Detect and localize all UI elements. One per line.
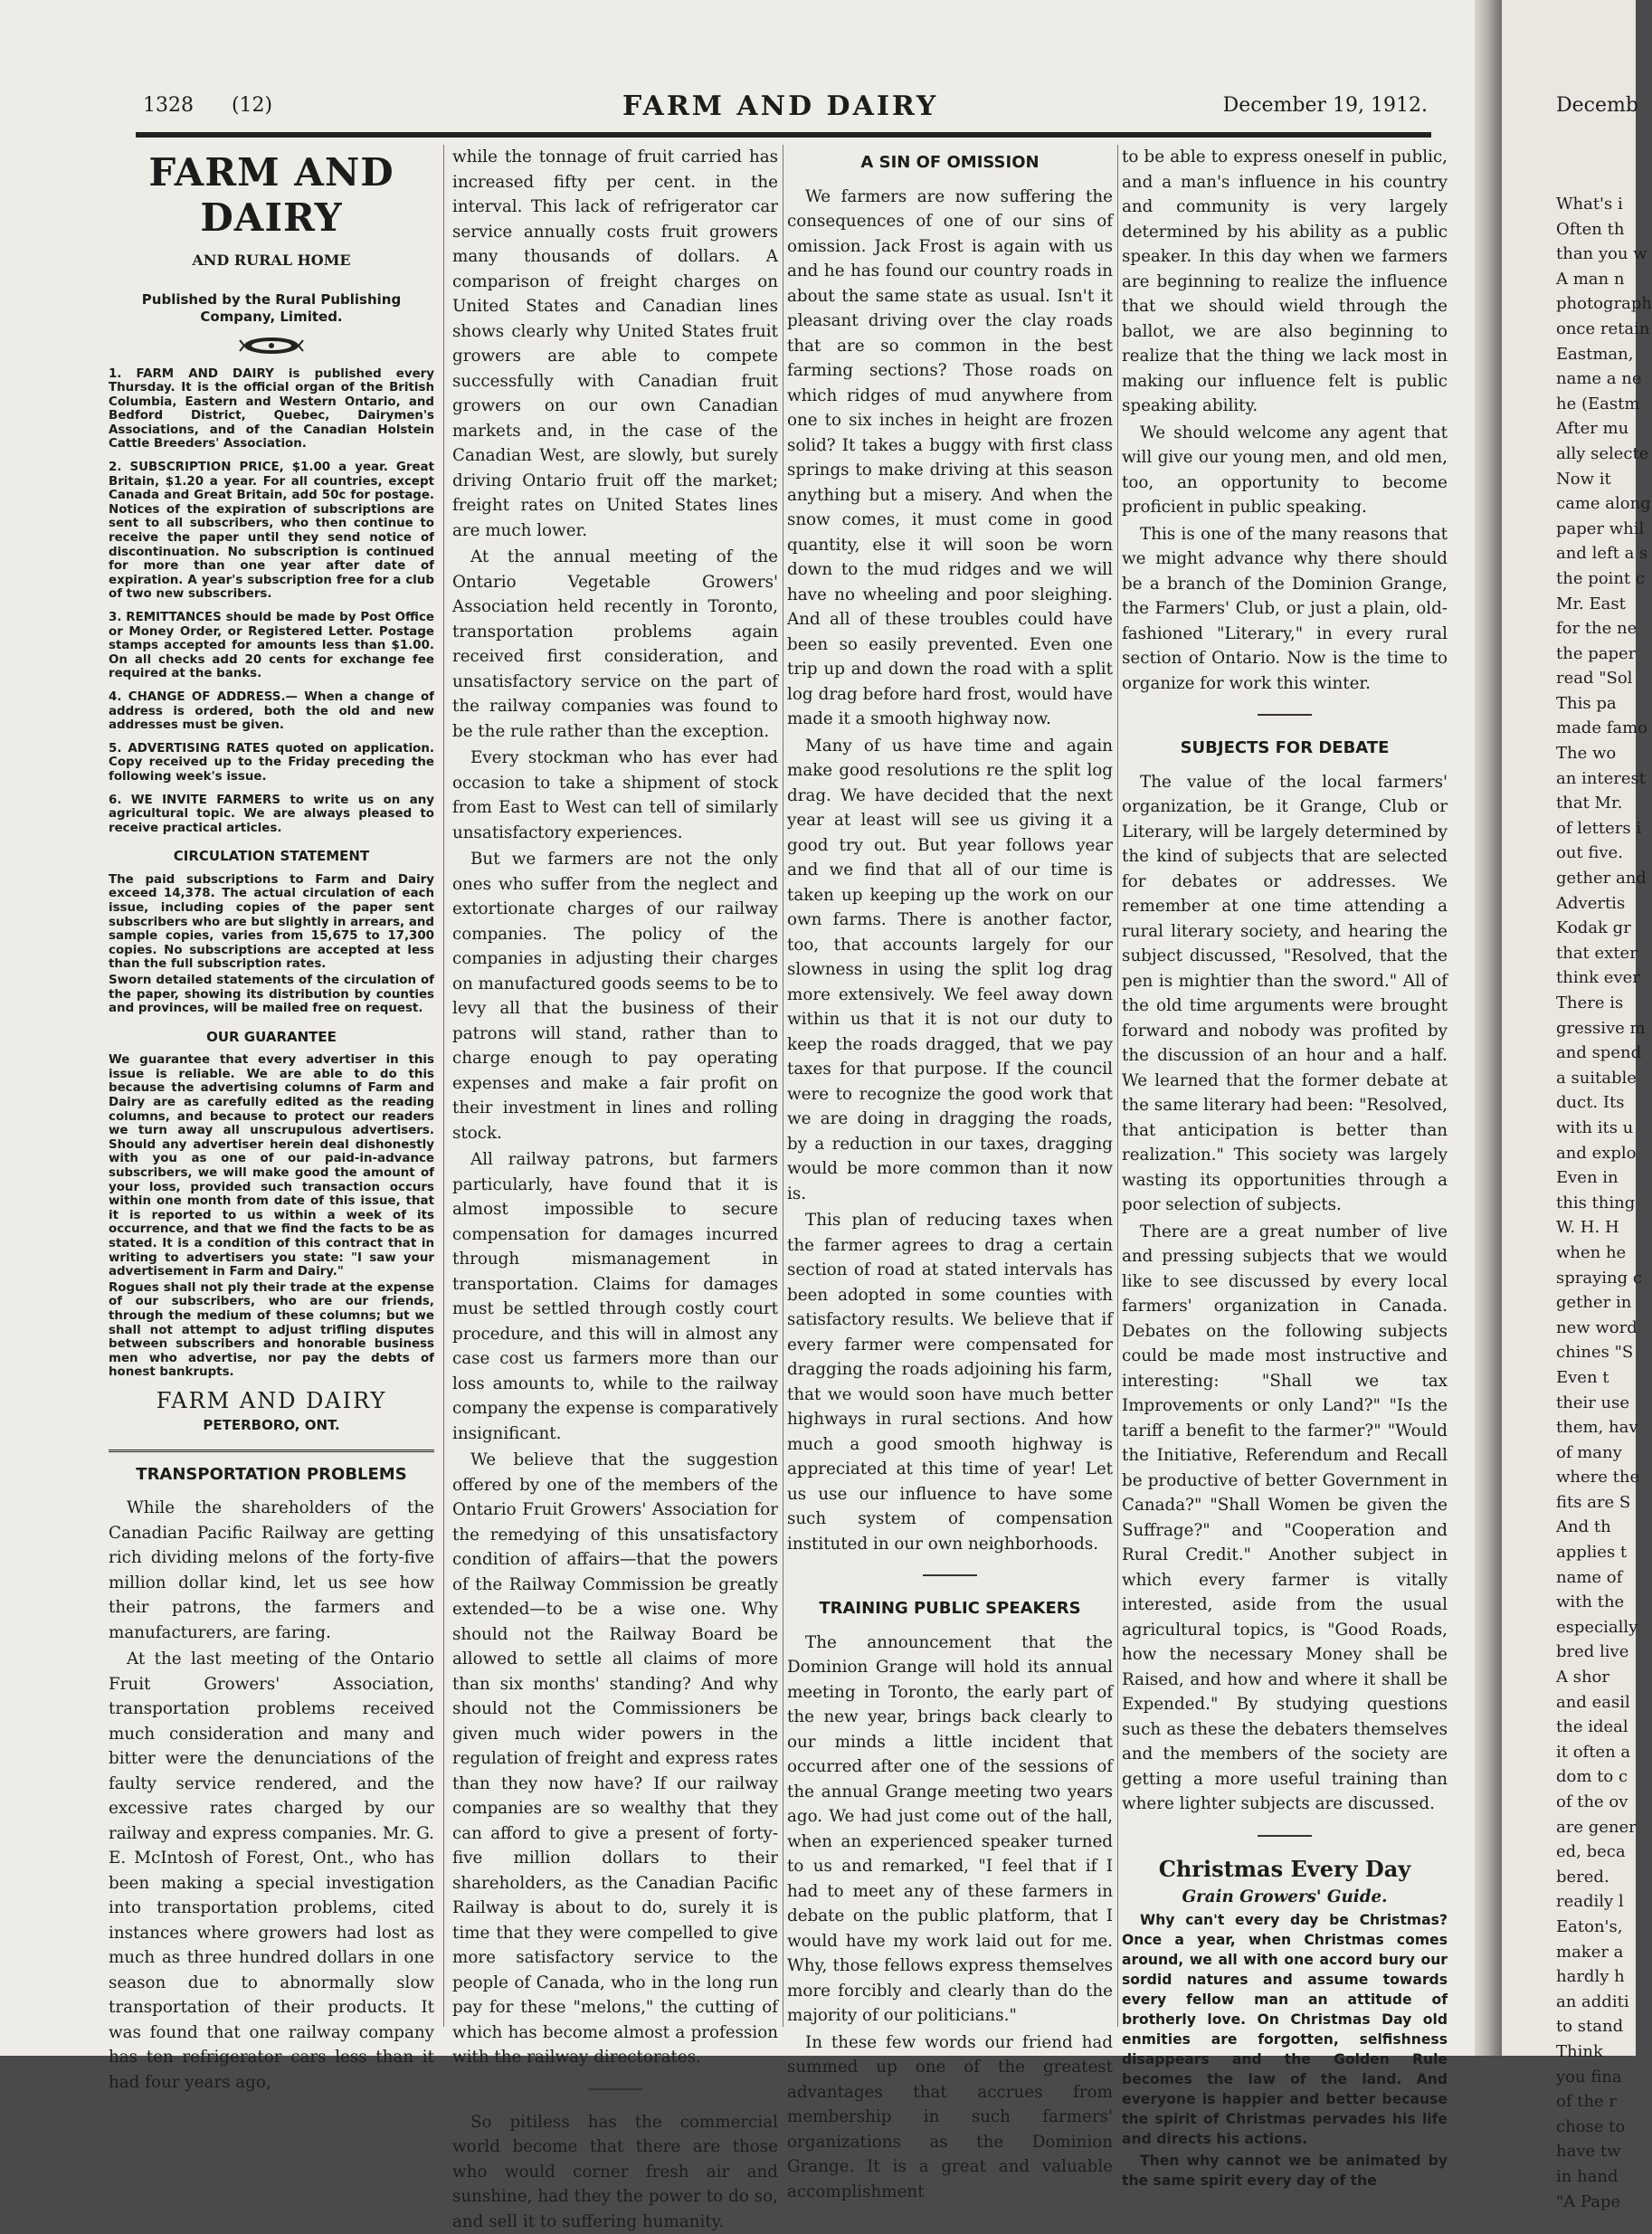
- adjacent-page-line: an interest: [1556, 766, 1638, 792]
- adjacent-page-line: Eaton's,: [1556, 1915, 1638, 1940]
- adjacent-page-line: readily l: [1556, 1889, 1638, 1915]
- article-paragraph: There are a great number of live and pressing subjects that we would like to see discussed by every local farmers' organization in Canada. Debates on the following subjects could be made most instructive and interesting: "Shall we tax Improvements or only Land?" "Is the tariff a benefit to the farmer?" "Would the Initiative, Referendum and Recall be productive of better Government in Canada?" "Shall Women be given the Suffrage?" and "Cooperation and Rural Credit." Another subject in which every farmer is vitally interested, aside from the usual agricultural topics, is "Good Roads, how the necessary Money shall be Raised, and how and where it shall be Expended." By studying questions such as these the debaters themselves and the members of the society are getting a more useful training than where lighter subjects are discussed.: [1122, 1220, 1448, 1817]
- separator: [109, 1450, 434, 1455]
- adjacent-page-line: the ideal: [1556, 1715, 1638, 1740]
- adjacent-page-line: hardly h: [1556, 1964, 1638, 1990]
- article-title: Christmas Every Day: [1122, 1857, 1448, 1882]
- adjacent-page-line: bered.: [1556, 1865, 1638, 1890]
- adjacent-page-line: A shor: [1556, 1665, 1638, 1690]
- masthead-footer-title: FARM AND DAIRY: [109, 1389, 434, 1414]
- adjacent-page-line: After mu: [1556, 416, 1638, 442]
- adjacent-page-line: and explo: [1556, 1141, 1638, 1166]
- adjacent-page-line: especially: [1556, 1615, 1638, 1640]
- adjacent-page-line: to stand: [1556, 2014, 1638, 2039]
- adjacent-page-line: gether in: [1556, 1290, 1638, 1316]
- adjacent-page-line: it often a: [1556, 1740, 1638, 1765]
- adjacent-page-line: "A Pape: [1556, 2190, 1638, 2215]
- article-paragraph: while the tonnage of fruit carried has increased fifty per cent. in the interval. This lack of refrigerator car service annually costs fruit growers many thousands of dollars. A comparison of freight charges on United States and Canadian lines shows clearly why United States fruit growers are able to compete successfully with Canadian fruit growers on our own Canadian markets and, in the case of the Canadian West, are slowly, but surely driving Ontario fruit off the market; freight rates on United States lines are much lower.: [452, 145, 778, 543]
- column-3: [787, 145, 1113, 2054]
- short-divider: [1258, 1835, 1312, 1837]
- adjacent-page-line: out five.: [1556, 841, 1638, 866]
- adjacent-page-line: chose to: [1556, 2115, 1638, 2140]
- adjacent-page-line: name of: [1556, 1565, 1638, 1591]
- adjacent-page-line: for the ne: [1556, 616, 1638, 642]
- adjacent-page-line: and left a s: [1556, 541, 1638, 566]
- column-4: [1122, 145, 1448, 2054]
- adjacent-page-line: What's i: [1556, 192, 1638, 217]
- article-title: TRANSPORTATION PROBLEMS: [109, 1462, 434, 1488]
- adjacent-page-line: in hand: [1556, 2164, 1638, 2190]
- adjacent-page-line: he (Eastm: [1556, 392, 1638, 417]
- adjacent-page-line: This pa: [1556, 691, 1638, 717]
- article-paragraph: to be able to express oneself in public, and a man's influence in his country and community is very largely determined by his ability as a public speaker. In this day when we farmers are beginning to realize the influence that we should wield through the ballot, we are also beginning to realize that the thing we lack most in making our influence felt is public speaking ability.: [1122, 145, 1448, 419]
- article-title: TRAINING PUBLIC SPEAKERS: [787, 1596, 1113, 1621]
- adjacent-page-line: and easil: [1556, 1690, 1638, 1716]
- adjacent-page-line: name a ne: [1556, 366, 1638, 392]
- article-title: SUBJECTS FOR DEBATE: [1122, 736, 1448, 761]
- adjacent-page-line: Eastman,: [1556, 342, 1638, 367]
- adjacent-page-line: dom to c: [1556, 1764, 1638, 1790]
- article-paragraph: Then why cannot we be animated by the same spirit every day of the: [1122, 2151, 1448, 2191]
- guarantee-text: We guarantee that every advertiser in this issue is reliable. We are able to do this because the advertising columns of Farm and Dairy are as carefully edited as the reading columns, and because to protect our readers we turn away all unscrupulous advertisers. Should any advertiser herein deal dishonestly with you as one of our paid-in-advance subscribers, we will make good the amount of your loss, provided such transaction occurs within one month from date of this issue, that it is reported to us within a week of its occurrence, and that we find the facts to be as stated. It is a condition of this contract that in writing to advertisers you state: "I saw your advertisement in Farm and Dairy.": [109, 1053, 434, 1279]
- article-paragraph: This is one of the many reasons that we might advance why there should be a branch of the Dominion Grange, the Farmers' Club, or just a plain, old-fashioned "Literary," in every rural section of Ontario. Now is the time to organize for work this winter.: [1122, 522, 1448, 697]
- adjacent-page-line: them, hav: [1556, 1415, 1638, 1440]
- adjacent-page-header: Decemb: [1556, 94, 1638, 117]
- article-paragraph: At the annual meeting of the Ontario Vegetable Growers' Association held recently in Toronto, transportation problems again received first consideration, and unsatisfactory service on the part of the railway companies was found to be the rule rather than the exception.: [452, 545, 778, 744]
- guarantee-text-2: Rogues shall not ply their trade at the expense of our subscribers, who are our friends, through the medium of these columns; but we shall not attempt to adjust trifling disputes between subscribers and honorable business men who advertise, nor pay the debts of honest bankrupts.: [109, 1281, 434, 1380]
- adjacent-page-line: their use: [1556, 1391, 1638, 1416]
- adjacent-page-line: applies t: [1556, 1540, 1638, 1565]
- masthead-title: FARM AND DAIRY: [109, 150, 434, 241]
- masthead-city: PETERBORO, ONT.: [109, 1413, 434, 1439]
- adjacent-page-line: There is: [1556, 991, 1638, 1016]
- notice-item: 5. ADVERTISING RATES quoted on application. Copy received up to the Friday preceding the following week's issue.: [109, 742, 434, 784]
- adjacent-page-line: bred live: [1556, 1640, 1638, 1665]
- adjacent-page-line: once retain: [1556, 317, 1638, 342]
- adjacent-page-line: photograph: [1556, 291, 1638, 317]
- adjacent-page-line: W. H. H: [1556, 1215, 1638, 1241]
- page-header: [143, 94, 1428, 130]
- adjacent-page-line: have tw: [1556, 2139, 1638, 2164]
- article-paragraph: But we farmers are not the only ones who suffer from the neglect and extortionate charges of our railway companies. The policy of the companies in adjusting their charges on manufactured goods seems to be to levy all that the business of their patrons will stand, rather than to charge enough to pay operating expenses and make a fair profit on their investment in lines and rolling stock.: [452, 847, 778, 1146]
- ornament-icon: [240, 335, 303, 356]
- article-title: A SIN OF OMISSION: [787, 150, 1113, 176]
- notice-item: 4. CHANGE OF ADDRESS.— When a change of address is ordered, both the old and new addresses must be given.: [109, 690, 434, 733]
- notice-item: 1. FARM AND DAIRY is published every Thursday. It is the official organ of the British Columbia, Eastern and Western Ontario, and Bedford District, Quebec, Dairymen's Associations, and of the Canadian Holstein Cattle Breeders' Association.: [109, 367, 434, 452]
- issue-date: December 19, 1912.: [1223, 94, 1428, 117]
- article-paragraph: Every stockman who has ever had occasion to take a shipment of stock from East to West can tell of similarly unsatisfactory experiences.: [452, 746, 778, 845]
- adjacent-page-line: where the: [1556, 1465, 1638, 1490]
- article-paragraph: The value of the local farmers' organization, be it Grange, Club or Literary, will be largely determined by the kind of subjects that are selected for debates or addresses. We remember at one time attending a rural literary society, and hearing the subject discussed, "Resolved, that the pen is mightier than the sword." All of the old time arguments were brought forward and nobody was profited by the discussion of an hour and a half. We learned that the former debate at the same literary had been: "Resolved, that anticipation is better than realization." This society was largely wasting its opportunities through a poor selection of subjects.: [1122, 770, 1448, 1218]
- adjacent-page-line: an additi: [1556, 1990, 1638, 2015]
- adjacent-page-line: of letters i: [1556, 816, 1638, 841]
- article-paragraph: All railway patrons, but farmers particularly, have found that it is almost impossible to secure compensation for damages incurred through mismanagement in transportation. Claims for damages must be settled through costly court procedure, and this will in almost any case cost us farmers more than our loss amounts to, while to the railway company the expense is comparatively insignificant.: [452, 1147, 778, 1446]
- article-paragraph: At the last meeting of the Ontario Fruit Growers' Association, transportation problems received much consideration and many and bitter were the denunciations of the faulty service rendered, and the excessive rates charged by our railway and express companies. Mr. G. E. McIntosh of Forest, Ont., who has been making a special investigation into transportation problems, cited instances where growers had lost as much as three hundred dollars in one season due to abnormally slow transportation of their products. It was found that one railway company has ten refrigerator cars less than it had four years ago,: [109, 1647, 434, 2095]
- adjacent-page-line: ed, beca: [1556, 1839, 1638, 1865]
- adjacent-page-line: Often th: [1556, 217, 1638, 242]
- article-paragraph: We believe that the suggestion offered by one of the members of the Ontario Fruit Growers' Association for the remedying of this unsatisfactory condition of affairs—that the powers of the Railway Commission be greatly extended—to be a wise one. Why should not the Railway Board be allowed to settle all claims of more than six months' standing? And why should not the Commissioners be given much wider powers in the regulation of freight and express rates than they now have? If our railway companies are so wealthy that they can afford to give a present of forty-five million dollars to their shareholders, as the Canadian Pacific Railway is about to do, surely it is time that they were compelled to give more satisfactory service to the people of Canada, who in the long run pay for these "melons," the cutting of which has become almost a profession with the railway directorates.: [452, 1448, 778, 2070]
- adjacent-page-line: than you w: [1556, 242, 1638, 267]
- adjacent-page-line: a suitable: [1556, 1066, 1638, 1091]
- article-source: Grain Growers' Guide.: [1122, 1885, 1448, 1910]
- adjacent-page-line: when he: [1556, 1241, 1638, 1266]
- adjacent-page-line: with the: [1556, 1590, 1638, 1615]
- adjacent-page-line: of many: [1556, 1440, 1638, 1466]
- adjacent-page-line: of the ov: [1556, 1790, 1638, 1815]
- adjacent-page-line: gether and: [1556, 866, 1638, 891]
- adjacent-page-line: The wo: [1556, 741, 1638, 766]
- article-paragraph: Why can't every day be Christmas? Once a year, when Christmas comes around, we all with one accord bury our sordid natures and assume towards every fellow man an attitude of brotherly love. On Christmas Day old enmities are forgotten, selfishness disappears and the Golden Rule becomes the law of the land. And everyone is happier and better because the spirit of Christmas pervades his life and directs his actions.: [1122, 1910, 1448, 2149]
- short-divider: [588, 2088, 642, 2090]
- circulation-heading: CIRCULATION STATEMENT: [109, 844, 434, 870]
- circulation-text: The paid subscriptions to Farm and Dairy exceed 14,378. The actual circulation of each issue, including copies of the paper sent subscribers who are but slightly in arrears, and sample copies, varies from 15,675 to 17,300 copies. No subscriptions are accepted at less than the full subscription rates.: [109, 873, 434, 972]
- article-paragraph: Many of us have time and again make good resolutions re the split log drag. We have decided that the next year at least will see us giving it a good try out. But year follows year and we find that all of our time is taken up keeping up the work on our own farms. There is another factor, too, that accounts largely for our slowness in using the split log drag more extensively. We feel away down within us that it is not our duty to keep the roads dragged, that we pay taxes for that purpose. If the council were to recognize the good work that we are doing in dragging the roads, by a reduction in our taxes, dragging would be more common than it now is.: [787, 734, 1113, 1207]
- adjacent-page-line: came along: [1556, 491, 1638, 517]
- adjacent-page-line: chines "S: [1556, 1340, 1638, 1365]
- adjacent-page-line: Even in: [1556, 1165, 1638, 1191]
- adjacent-page-line: and spend: [1556, 1041, 1638, 1066]
- adjacent-page-line: maker a: [1556, 1940, 1638, 1965]
- adjacent-page-line: gressive m: [1556, 1016, 1638, 1041]
- column-divider: [1117, 145, 1118, 2027]
- page-number: 1328 (12): [143, 94, 272, 117]
- adjacent-page-line: the point c: [1556, 566, 1638, 592]
- circulation-text-2: Sworn detailed statements of the circulation of the paper, showing its distribution by counties and provinces, will be mailed free on request.: [109, 974, 434, 1016]
- notice-item: 3. REMITTANCES should be made by Post Office or Money Order, or Registered Letter. Postage stamps accepted for amounts less than $1.00. On all checks add 20 cents for exchange fee required at the banks.: [109, 611, 434, 681]
- column-divider: [443, 145, 444, 2027]
- article-paragraph: We farmers are now suffering the consequences of one of our sins of omission. Jack Frost is again with us and he has found our country roads in about the same state as usual. Isn't it pleasant driving over the clay roads that are so common in the best farming sections? Those roads on which ridges of mud anywhere from one to six inches in height are frozen solid? It takes a buggy with first class springs to make driving at this season anything but a misery. And when the snow comes, it must come in good quantity, else it will soon be worn down to the mud ridges and we will have no wheeling and poor sleighing. And all of these troubles could have been so easily prevented. Even one trip up and down the road with a split log drag before hard frost, would have made it a smooth highway now.: [787, 185, 1113, 732]
- article-paragraph: So pitiless has the commercial world become that there are those who would corner fresh air and sunshine, had they the power to do so, and sell it to suffering humanity.: [452, 2110, 778, 2234]
- notice-item: 2. SUBSCRIPTION PRICE, $1.00 a year. Great Britain, $1.20 a year. For all countries, except Canada and Great Britain, add 50c for postage. Notices of the expiration of subscriptions are sent to all subscribers, who then continue to receive the paper until they send notice of discontinuation. No subscription is continued for more than one year after date of expiration. A year's subscription free for a club of two new subscribers.: [109, 461, 434, 602]
- adjacent-page-line: Kodak gr: [1556, 916, 1638, 941]
- adjacent-page-line: ally selecte: [1556, 442, 1638, 467]
- adjacent-page-line: this thing: [1556, 1191, 1638, 1216]
- column-2: [452, 145, 778, 2054]
- adjacent-page-line: fits are S: [1556, 1490, 1638, 1516]
- adjacent-page-line: Advertis: [1556, 891, 1638, 917]
- column-1: [109, 145, 434, 2054]
- adjacent-page-line: Even t: [1556, 1365, 1638, 1391]
- notice-item: 6. WE INVITE FARMERS to write us on any agricultural topic. We are always pleased to receive practical articles.: [109, 794, 434, 836]
- newspaper-title: FARM AND DAIRY: [622, 90, 1075, 122]
- adjacent-page-line: new word: [1556, 1316, 1638, 1341]
- header-rule: [136, 132, 1431, 138]
- adjacent-page-line: made famo: [1556, 716, 1638, 741]
- adjacent-page-line: that Mr.: [1556, 791, 1638, 816]
- adjacent-page-line: the paper: [1556, 642, 1638, 667]
- short-divider: [1258, 714, 1312, 716]
- issue-number: (12): [232, 94, 272, 117]
- adjacent-page-line: read "Sol: [1556, 666, 1638, 691]
- article-paragraph: This plan of reducing taxes when the farmer agrees to drag a certain section of road at stated intervals has been adopted in some counties with satisfactory results. We believe that if every farmer were compensated for dragging the roads adjoining his farm, that we would soon have much better highways in rural sections. And how much a good smooth highway is appreciated at this time of year! Let us use our influence to have some such system of compensation instituted in our own neighborhoods.: [787, 1208, 1113, 1556]
- adjacent-page-line: Think: [1556, 2039, 1638, 2065]
- adjacent-page-line: Mr. East: [1556, 592, 1638, 617]
- adjacent-page-line: are gener: [1556, 1815, 1638, 1840]
- article-paragraph: While the shareholders of the Canadian Pacific Railway are getting rich dividing melons of the forty-five million dollar kind, let us see how their patrons, the farmers and manufacturers, are faring.: [109, 1496, 434, 1645]
- adjacent-page-line: that exter: [1556, 941, 1638, 966]
- adjacent-page-line: spraying c: [1556, 1266, 1638, 1291]
- masthead-publisher: Published by the Rural Publishing Company, Limited.: [109, 291, 434, 326]
- adjacent-page-line: of the r: [1556, 2089, 1638, 2115]
- adjacent-page-line: duct. Its: [1556, 1090, 1638, 1116]
- adjacent-page-text: [1556, 192, 1638, 2214]
- guarantee-heading: OUR GUARANTEE: [109, 1025, 434, 1050]
- adjacent-page-line: And th: [1556, 1515, 1638, 1540]
- article-paragraph: The announcement that the Dominion Grange will hold its annual meeting in Toronto, the early part of the new year, brings back clearly to our minds a little incident that occurred after one of the sessions of the annual Grange meeting two years ago. We had just come out of the hall, when an experienced speaker turned to us and remarked, "I feel that if I had to meet any of these farmers in debate on the public platform, that I would have my work laid out for me. Why, those fellows express themselves more forcibly and clearly than do the majority of our politicians.": [787, 1630, 1113, 2029]
- adjacent-page-line: Now it: [1556, 467, 1638, 492]
- adjacent-page-line: paper whil: [1556, 517, 1638, 542]
- adjacent-page-line: A man n: [1556, 267, 1638, 292]
- masthead-subtitle: AND RURAL HOME: [109, 248, 434, 273]
- page-gutter: [1475, 0, 1502, 2056]
- adjacent-page-line: with its u: [1556, 1116, 1638, 1141]
- article-paragraph: We should welcome any agent that will give our young men, and old men, too, an opportunity to become proficient in public speaking.: [1122, 421, 1448, 520]
- short-divider: [923, 1574, 977, 1576]
- adjacent-page: [1502, 0, 1636, 2056]
- article-paragraph: In these few words our friend had summed up one of the greatest advantages that accrues from membership in such farmers' organizations as the Dominion Grange. It is a great and valuable accomplishment: [787, 2030, 1113, 2205]
- adjacent-page-line: think ever: [1556, 965, 1638, 991]
- adjacent-page-line: you fina: [1556, 2065, 1638, 2090]
